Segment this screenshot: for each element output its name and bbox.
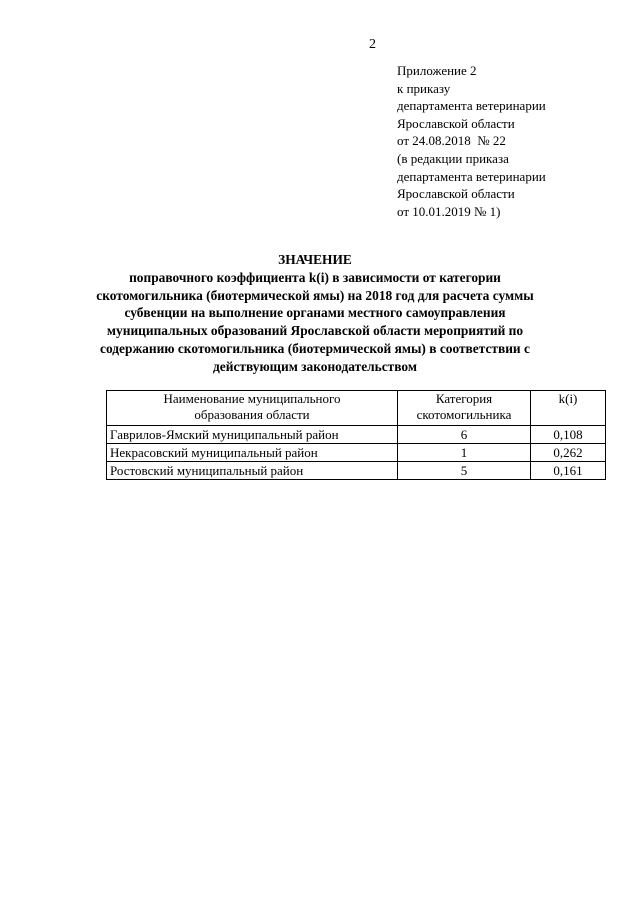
cell-municipality: Ростовский муниципальный район (107, 462, 398, 480)
header-municipality-line2: образования области (194, 407, 310, 422)
appendix-line: департамента ветеринарии (397, 168, 546, 184)
table-header-row (107, 391, 606, 426)
cell-municipality: Некрасовский муниципальный район (107, 444, 398, 462)
cell-k: 0,161 (531, 462, 606, 480)
cell-category: 5 (398, 462, 531, 480)
heading-line: действующим законодательством (213, 358, 417, 374)
table-row (107, 444, 606, 462)
header-k-label: k(i) (558, 391, 578, 406)
appendix-line: (в редакции приказа (397, 150, 509, 166)
cell-k: 0,108 (531, 426, 606, 444)
heading-line: скотомогильника (биотермической ямы) на 2018 год для расчета суммы (96, 287, 534, 303)
table-row (107, 462, 606, 480)
appendix-line: от 10.01.2019 № 1) (397, 203, 501, 219)
header-municipality (107, 391, 398, 426)
coefficient-table (106, 390, 606, 480)
appendix-block (397, 62, 546, 220)
appendix-line: от 24.08.2018 № 22 (397, 133, 506, 149)
header-category-line2: скотомогильника (416, 407, 512, 422)
document-title: ЗНАЧЕНИЕ (278, 252, 352, 267)
header-category (398, 391, 531, 426)
cell-category: 1 (398, 444, 531, 462)
appendix-line: Ярославской области (397, 186, 515, 202)
appendix-line: к приказу (397, 80, 451, 96)
document-heading (90, 251, 540, 376)
appendix-line: Ярославской области (397, 115, 515, 131)
heading-line: поправочного коэффициента k(i) в зависимости от категории (129, 269, 501, 285)
cell-municipality: Гаврилов-Ямский муниципальный район (107, 426, 398, 444)
heading-line: содержанию скотомогильника (биотермической ямы) в соответствии с (100, 340, 530, 356)
appendix-line: Приложение 2 (397, 63, 477, 78)
table-row (107, 426, 606, 444)
page-number: 2 (369, 37, 376, 52)
header-category-line1: Категория (435, 391, 493, 406)
header-k (531, 391, 606, 426)
cell-k: 0,262 (531, 444, 606, 462)
header-municipality-line1: Наименование муниципального (163, 391, 341, 406)
heading-line: муниципальных образований Ярославской области мероприятий по (106, 323, 524, 339)
cell-category: 6 (398, 426, 531, 444)
heading-line: субвенции на выполнение органами местного самоуправления (124, 305, 506, 321)
appendix-line: департамента ветеринарии (397, 98, 546, 114)
